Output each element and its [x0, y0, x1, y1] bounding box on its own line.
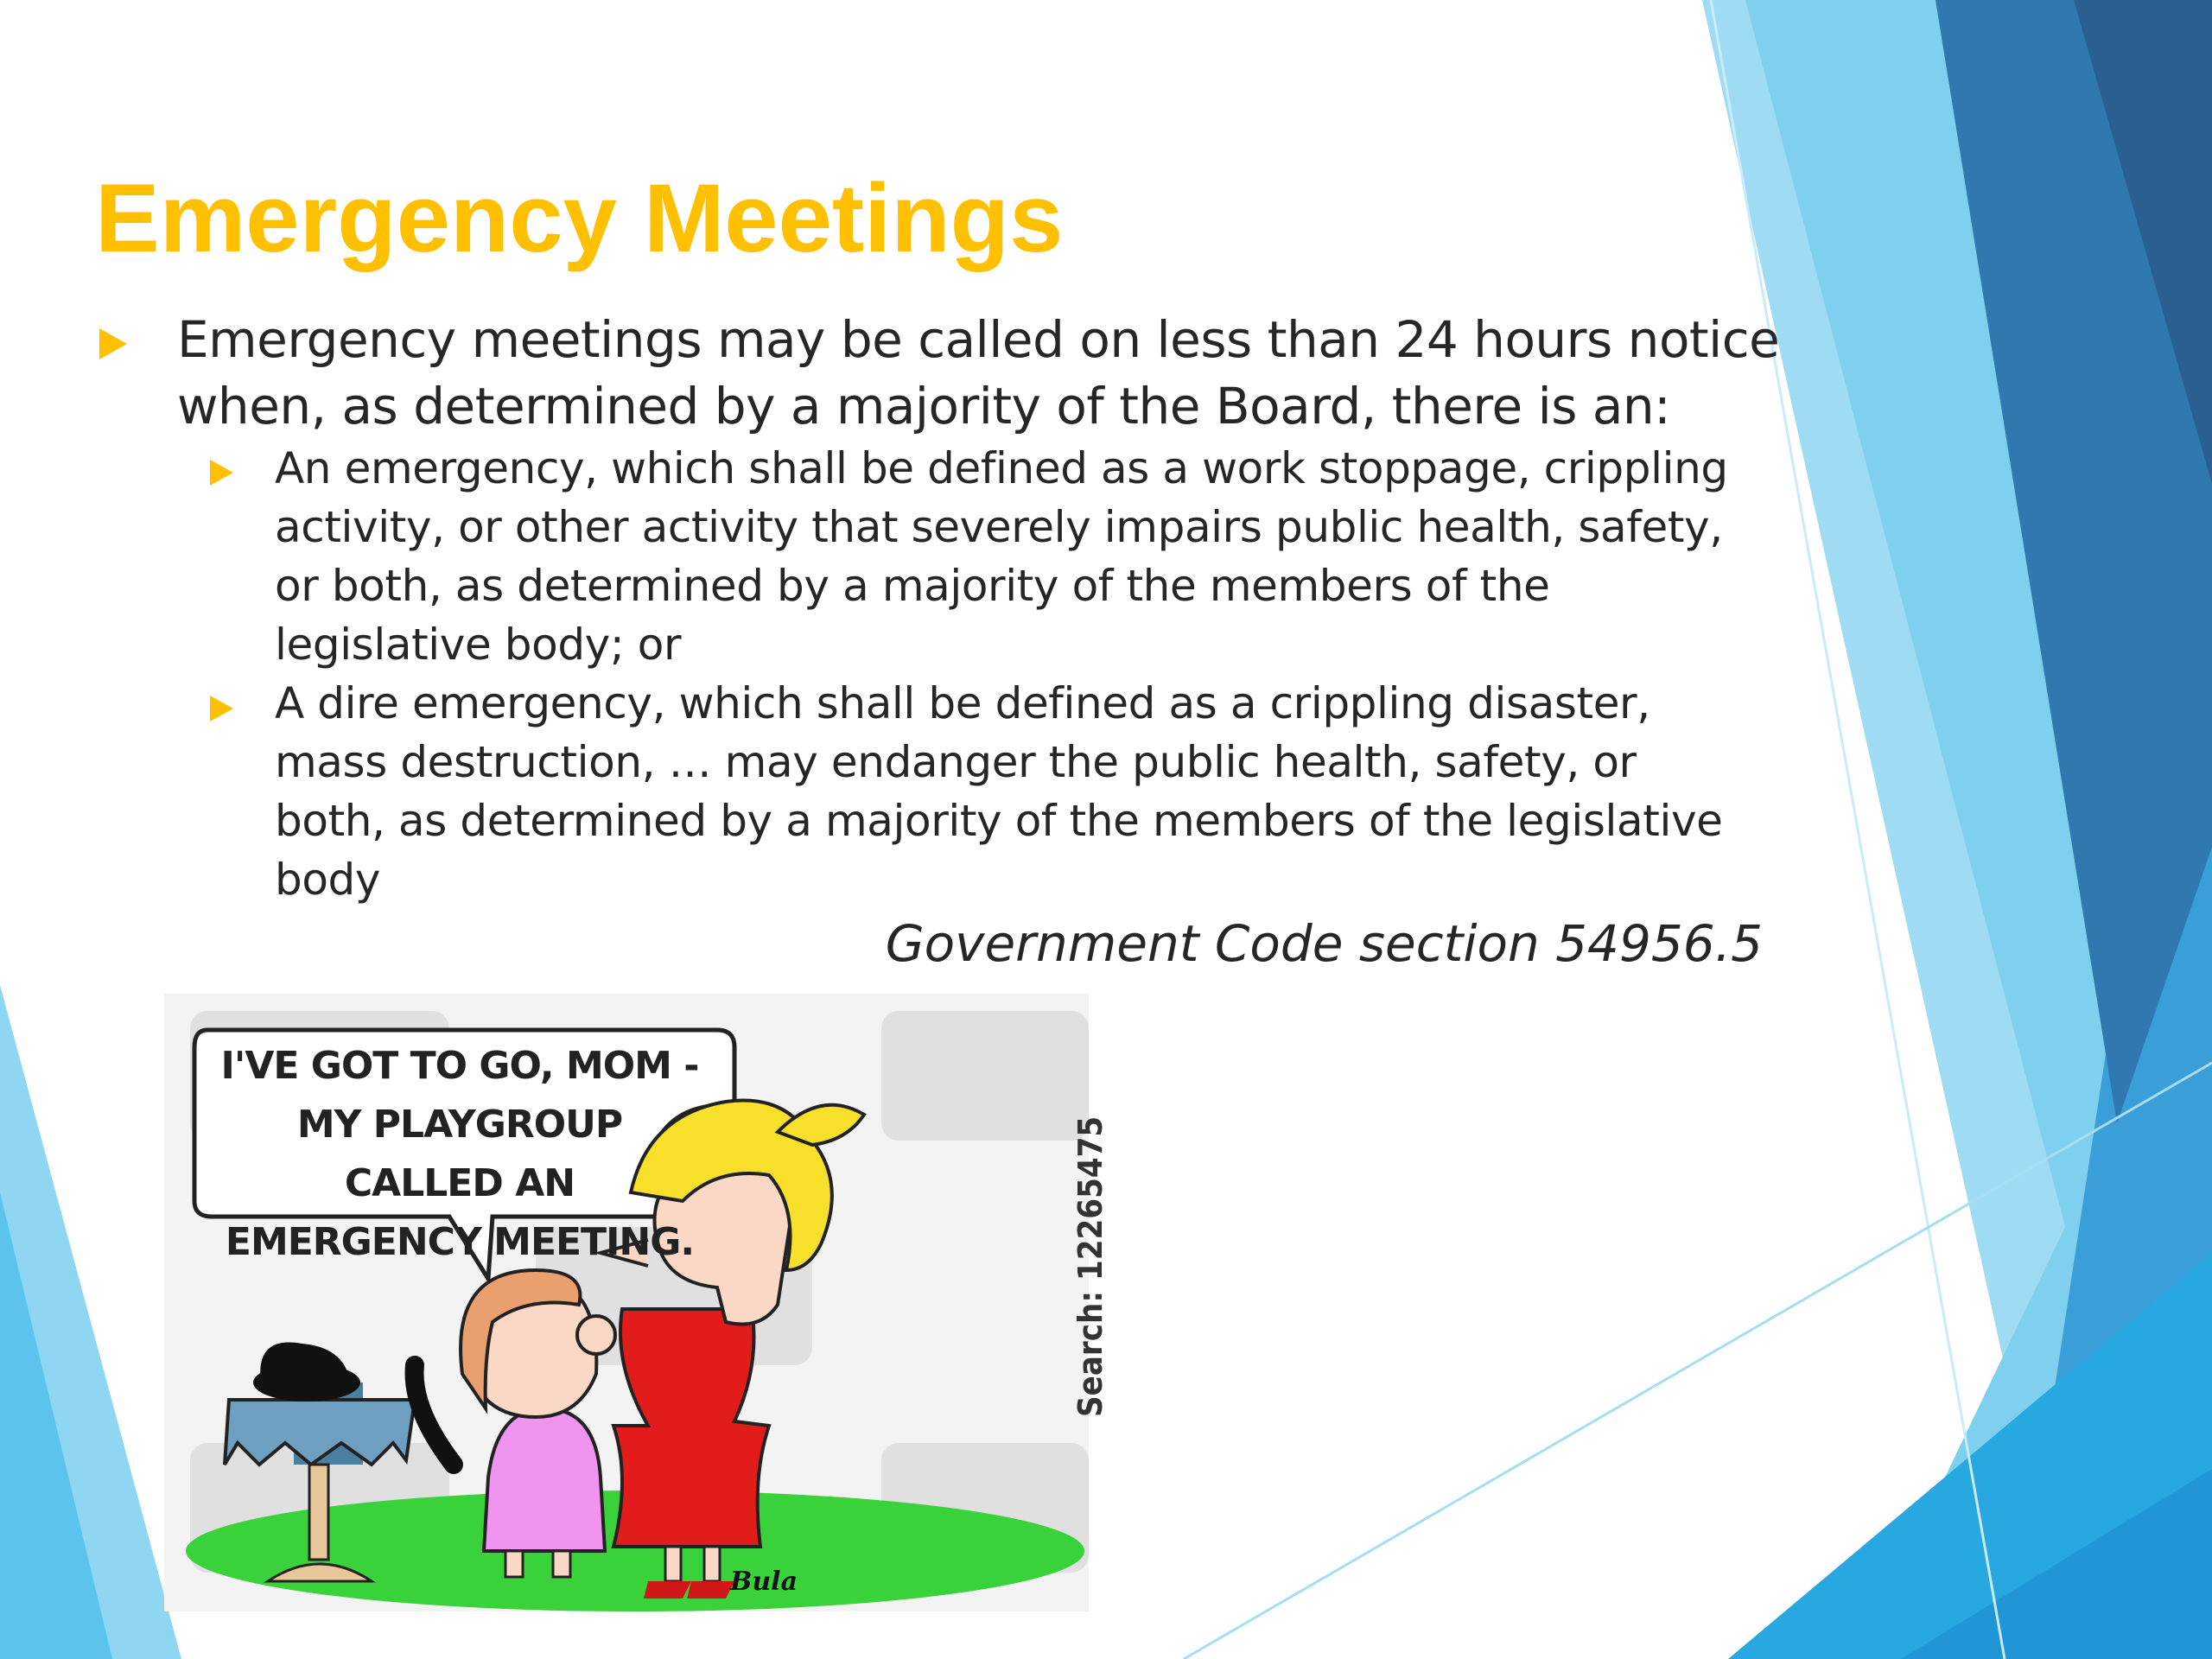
- speech-bubble-text: I'VE GOT TO GO, MOM - MY PLAYGROUP CALLED AN EMERGENCY MEETING.: [220, 1044, 699, 1264]
- sub-bullet-text: A dire emergency, which shall be defined as a crippling disaster, mass destruction, … may endanger the public health, safety, or both, as determined by a majority of the members of the legislative body: [275, 678, 1723, 905]
- search-id-label: Search: 12265475: [1071, 1116, 1109, 1417]
- slide-title: Emergency Meetings: [95, 164, 1064, 272]
- sub-bullet-text: An emergency, which shall be defined as a work stoppage, crippling activity, or other activity that severely impairs public health, safety, or both, as determined by a majority of the members of the legislative body; or: [275, 443, 1728, 670]
- bullet-arrow-icon: [210, 696, 233, 721]
- bullet-arrow-icon: [210, 460, 233, 486]
- citation: Government Code section 54956.5: [885, 914, 1763, 973]
- cartoon-signature: Bula: [730, 1567, 798, 1597]
- cartoon-image: [164, 994, 1109, 1611]
- main-bullet-text: Emergency meetings may be called on less than 24 hours notice when, as determined by a majority of the Board, there is an:: [177, 310, 1780, 435]
- bullet-arrow-icon: [99, 328, 127, 359]
